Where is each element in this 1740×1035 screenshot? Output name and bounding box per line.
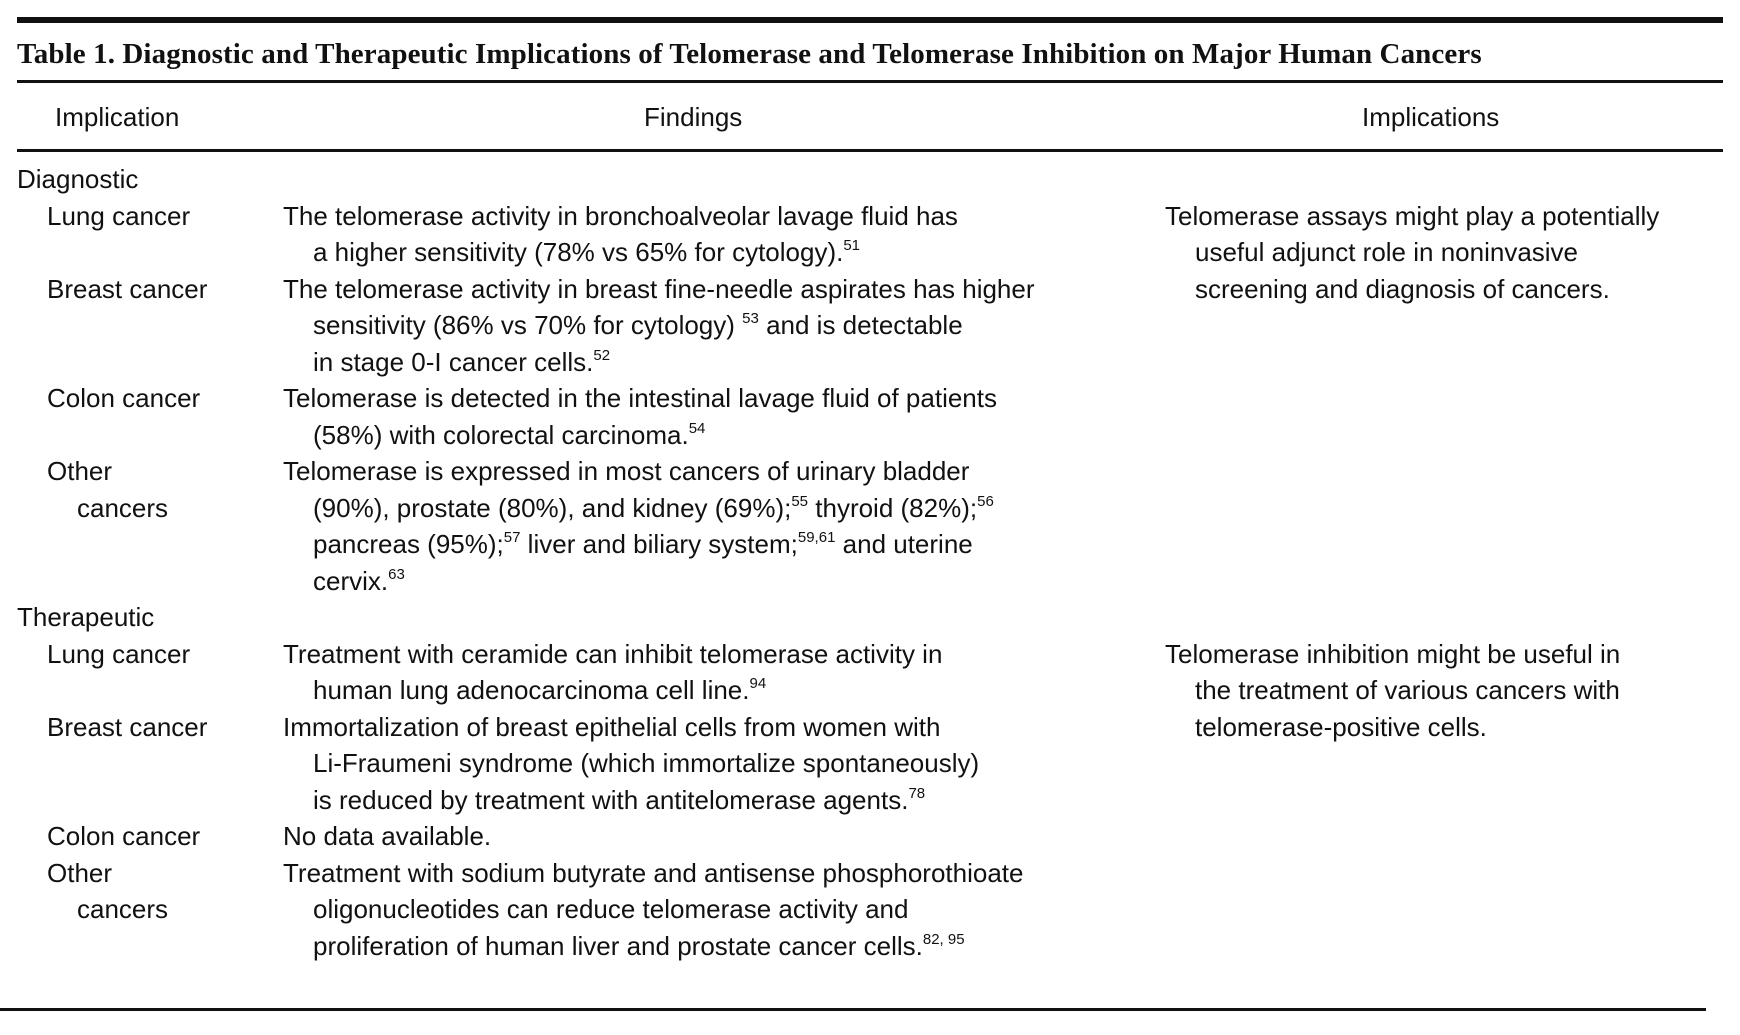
findings-line [283,891,1163,928]
reference-superscript: 55 [791,492,809,510]
reference-superscript: 51 [843,237,861,254]
findings-text: human lung adenocarcinoma cell line. [313,675,750,705]
implications-line: Telomerase assays might play a potentially [1165,200,1660,231]
findings-line [283,380,1163,417]
findings-line [283,818,1163,855]
findings-line [283,307,1163,344]
row-label-line: Colon cancer [47,383,201,413]
row-label-line: cancers [77,492,169,523]
column-header-findings: Findings [644,102,743,132]
row-label-line: Lung cancer [47,200,191,231]
row-label [47,271,207,308]
row-label-line: Other [47,857,113,888]
findings-line [283,417,1163,454]
row-label [47,198,190,235]
findings-text: sensitivity (86% vs 70% for cytology) [313,310,743,340]
reference-superscript: 54 [688,419,706,437]
findings-line [283,855,1163,892]
implications-line: useful adjunct role in noninvasive [1195,237,1579,267]
findings-text: in stage 0-I cancer cells. [313,346,594,377]
group-label: Diagnostic [17,164,139,194]
reference-superscript: 53 [742,310,759,327]
reference-superscript: 57 [503,529,521,546]
findings-text: and uterine [835,529,973,559]
row-label-line: Breast cancer [47,273,208,304]
implications-cell [1165,198,1725,308]
row-label [47,709,207,746]
reference-superscript: 94 [749,675,767,692]
findings-text: thyroid (82%); [808,492,978,523]
row-label [47,380,200,417]
findings-line [283,234,1163,271]
findings-line [283,563,1163,600]
findings-text: cervix. [313,565,389,596]
findings-text: Treatment with sodium butyrate and antisense phosphorothioate [283,857,1024,888]
findings-text: The telomerase activity in breast fine-needle aspirates has higher [283,273,1035,304]
table-title: Table 1. Diagnostic and Therapeutic Implications of Telomerase and Telomerase Inhibition on Major Human Cancers [17,38,1482,70]
findings-line [283,745,1163,782]
group-label: Therapeutic [17,602,155,632]
findings-text: Treatment with ceramide can inhibit telomerase activity in [283,638,943,669]
reference-superscript: 78 [908,784,926,802]
findings-text: Li-Fraumeni syndrome (which immortalize spontaneously) [313,748,980,778]
implications-line: Telomerase inhibition might be useful in [1165,638,1621,669]
findings-text: Telomerase is detected in the intestinal lavage fluid of patients [283,383,997,413]
findings-text: Immortalization of breast epithelial cells from women with [283,711,941,742]
row-label-line: cancers [77,894,169,924]
findings-cell [283,271,1163,381]
row-label-line: Breast cancer [47,711,208,742]
findings-text: Telomerase is expressed in most cancers of urinary bladder [283,456,970,486]
implications-line: telomerase-positive cells. [1195,711,1487,742]
findings-text: (90%), prostate (80%), and kidney (69%); [313,492,792,523]
findings-text: and is detectable [758,310,963,340]
findings-cell [283,453,1163,599]
findings-line [283,782,1163,819]
findings-text: liver and biliary system; [520,529,798,559]
findings-cell [283,855,1163,965]
row-label-line: Colon cancer [47,821,201,851]
findings-cell [283,198,1163,271]
findings-text: oligonucleotides can reduce telomerase activity and [313,894,909,924]
row-label-line: Other [47,456,113,486]
findings-cell [283,380,1163,453]
findings-line [283,271,1163,308]
findings-text: The telomerase activity in bronchoalveolar lavage fluid has [283,200,958,231]
findings-text: No data available. [283,821,492,851]
findings-line [283,709,1163,746]
implications-line: the treatment of various cancers with [1195,675,1620,705]
findings-text: a higher sensitivity (78% vs 65% for cytology). [313,237,844,267]
findings-cell [283,709,1163,819]
findings-line [283,453,1163,490]
findings-line [283,526,1163,563]
findings-line [283,672,1163,709]
findings-line [283,636,1163,673]
implications-cell [1165,636,1725,746]
findings-text: is reduced by treatment with antitelomerase agents. [313,784,909,815]
column-header-implications: Implications [1362,102,1500,132]
table-page [17,17,1723,1020]
reference-superscript: 82, 95 [922,930,965,948]
reference-superscript: 59,61 [797,529,836,546]
reference-superscript: 52 [593,346,611,364]
row-label-line: Lung cancer [47,638,191,669]
findings-text: pancreas (95%); [313,529,504,559]
findings-cell [283,818,1163,855]
table-body [17,152,1723,1020]
reference-superscript: 56 [977,492,994,510]
bottom-rule [0,1008,1706,1011]
findings-cell [283,636,1163,709]
reference-superscript: 63 [388,565,405,583]
implications-line: screening and diagnosis of cancers. [1195,273,1610,304]
findings-text: (58%) with colorectal carcinoma. [313,419,689,450]
findings-line [283,928,1163,965]
findings-text: proliferation of human liver and prostate cancer cells. [313,930,923,961]
findings-line [283,344,1163,381]
column-header-implication: Implication [55,102,180,132]
row-label [47,453,168,526]
row-label [47,855,168,928]
table-header [17,83,1723,149]
findings-line [283,198,1163,235]
row-label [47,818,200,855]
row-label [47,636,190,673]
findings-line [283,490,1163,527]
